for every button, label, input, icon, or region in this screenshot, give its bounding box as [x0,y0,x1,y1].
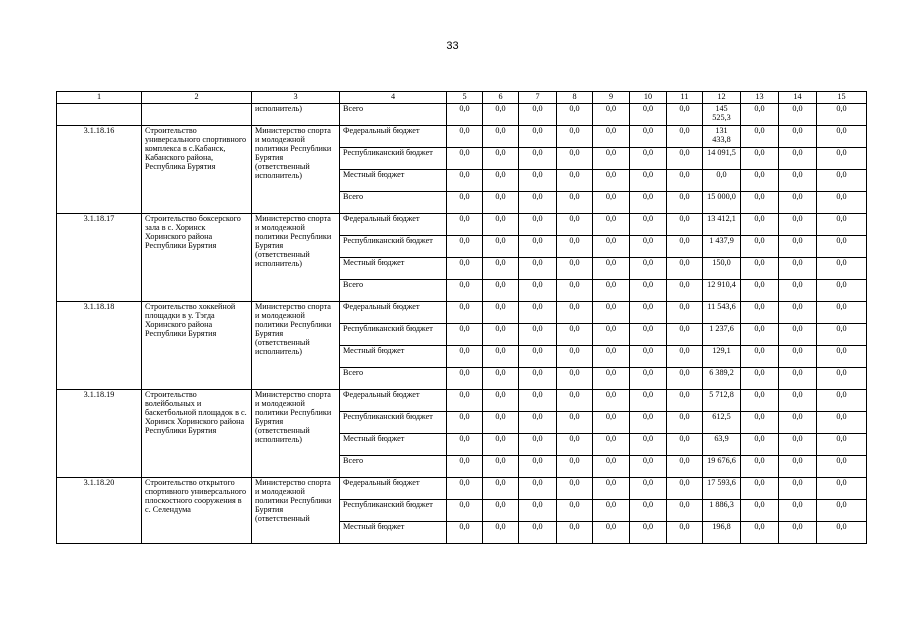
value-cell: 0,0 [817,302,867,324]
value-cell: 0,0 [447,434,483,456]
value-cell: 0,0 [817,390,867,412]
value-cell: 0,0 [519,148,557,170]
object-name: Строительство универсального спортивного комплекса в с.Кабанск, Кабанского района, Республика Бурятия [142,126,252,214]
value-cell: 0,0 [779,368,817,390]
value-cell: 0,0 [593,434,630,456]
value-cell: 0,0 [593,214,630,236]
value-cell: 0,0 [447,148,483,170]
table-row [57,302,867,324]
source-cell: Федеральный бюджет [340,214,447,236]
value-cell: 0,0 [741,258,779,280]
value-cell: 0,0 [630,170,667,192]
value-cell: 0,0 [630,148,667,170]
source-cell: Местный бюджет [340,434,447,456]
value-cell: 0,0 [630,258,667,280]
value-cell: 0,0 [741,390,779,412]
value-cell: 0,0 [519,390,557,412]
value-cell: 5 712,8 [703,390,741,412]
value-cell: 0,0 [447,258,483,280]
value-cell: 0,0 [779,280,817,302]
value-cell: 0,0 [519,214,557,236]
source-cell: Местный бюджет [340,258,447,280]
value-cell: 0,0 [741,104,779,126]
value-cell: 0,0 [557,368,593,390]
value-cell: 0,0 [557,214,593,236]
value-cell: 0,0 [741,412,779,434]
value-cell: 0,0 [519,192,557,214]
value-cell: 0,0 [667,456,703,478]
value-cell: 0,0 [630,280,667,302]
value-cell: 0,0 [593,280,630,302]
table-row [57,390,867,412]
value-cell: 0,0 [630,302,667,324]
value-cell: 0,0 [779,236,817,258]
value-cell: 0,0 [779,324,817,346]
page-number: 33 [446,40,459,52]
row-code: 3.1.18.20 [57,478,142,544]
value-cell: 0,0 [447,126,483,148]
value-cell: 0,0 [593,456,630,478]
value-cell: 0,0 [519,258,557,280]
value-cell: 0,0 [557,500,593,522]
value-cell: 0,0 [667,104,703,126]
value-cell: 0,0 [741,302,779,324]
value-cell: 0,0 [630,368,667,390]
value-cell: 0,0 [447,456,483,478]
value-cell: 0,0 [593,170,630,192]
value-cell: 0,0 [779,148,817,170]
row-code: 3.1.18.19 [57,390,142,478]
column-header: 9 [593,92,630,104]
value-cell: 15 000,0 [703,192,741,214]
value-cell: 0,0 [817,346,867,368]
value-cell: 0,0 [630,522,667,544]
source-cell: Федеральный бюджет [340,302,447,324]
value-cell: 0,0 [483,412,519,434]
value-cell: 0,0 [817,192,867,214]
value-cell: 0,0 [483,302,519,324]
column-header: 4 [340,92,447,104]
value-cell: 0,0 [519,126,557,148]
value-cell: 0,0 [741,478,779,500]
source-cell: Федеральный бюджет [340,390,447,412]
value-cell: 0,0 [779,456,817,478]
value-cell: 0,0 [630,324,667,346]
source-cell: Республиканский бюджет [340,412,447,434]
value-cell: 145 525,3 [703,104,741,126]
value-cell: 0,0 [779,104,817,126]
value-cell: 0,0 [447,236,483,258]
value-cell: 0,0 [557,456,593,478]
row-code: 3.1.18.18 [57,302,142,390]
value-cell: 0,0 [483,434,519,456]
value-cell: 0,0 [593,126,630,148]
value-cell: 0,0 [593,324,630,346]
table-row [57,214,867,236]
value-cell: 0,0 [557,478,593,500]
value-cell: 0,0 [447,500,483,522]
value-cell: 0,0 [519,280,557,302]
value-cell: 0,0 [447,346,483,368]
value-cell: 0,0 [483,324,519,346]
column-header: 15 [817,92,867,104]
value-cell: 0,0 [779,126,817,148]
column-header: 2 [142,92,252,104]
value-cell: 0,0 [817,280,867,302]
value-cell: 0,0 [593,478,630,500]
value-cell: 14 091,5 [703,148,741,170]
value-cell: 0,0 [483,522,519,544]
value-cell: 0,0 [593,148,630,170]
executor-cell: исполнитель) [252,104,340,126]
value-cell: 0,0 [667,412,703,434]
value-cell: 0,0 [519,500,557,522]
value-cell: 0,0 [703,170,741,192]
value-cell: 0,0 [779,214,817,236]
value-cell: 0,0 [667,170,703,192]
value-cell: 0,0 [817,126,867,148]
value-cell: 0,0 [779,390,817,412]
value-cell: 0,0 [667,346,703,368]
value-cell: 0,0 [519,478,557,500]
executor-cell: Министерство спорта и молодежной политики Республики Бурятия (ответственный исполнитель) [252,214,340,302]
value-cell: 0,0 [817,170,867,192]
value-cell: 0,0 [630,104,667,126]
value-cell: 0,0 [483,192,519,214]
table-row [57,478,867,500]
value-cell: 0,0 [519,434,557,456]
value-cell: 0,0 [741,500,779,522]
value-cell: 0,0 [667,368,703,390]
value-cell: 0,0 [483,500,519,522]
column-header: 11 [667,92,703,104]
value-cell: 0,0 [779,500,817,522]
value-cell: 0,0 [817,434,867,456]
value-cell: 0,0 [593,522,630,544]
value-cell: 0,0 [447,522,483,544]
value-cell: 0,0 [519,346,557,368]
value-cell: 1 886,3 [703,500,741,522]
value-cell: 0,0 [447,104,483,126]
value-cell: 129,1 [703,346,741,368]
name-cell [142,104,252,126]
value-cell: 0,0 [447,324,483,346]
value-cell: 0,0 [519,104,557,126]
source-cell: Всего [340,280,447,302]
value-cell: 0,0 [447,390,483,412]
value-cell: 0,0 [779,412,817,434]
value-cell: 0,0 [667,390,703,412]
value-cell: 0,0 [630,214,667,236]
source-cell: Всего [340,104,447,126]
value-cell: 0,0 [667,148,703,170]
value-cell: 0,0 [519,302,557,324]
value-cell: 0,0 [557,192,593,214]
value-cell: 0,0 [667,280,703,302]
value-cell: 0,0 [741,148,779,170]
executor-cell: Министерство спорта и молодежной политики Республики Бурятия (ответственный исполнитель) [252,126,340,214]
value-cell: 0,0 [741,456,779,478]
value-cell: 131 433,8 [703,126,741,148]
value-cell: 0,0 [817,368,867,390]
value-cell: 0,0 [779,170,817,192]
value-cell: 0,0 [593,236,630,258]
value-cell: 0,0 [593,390,630,412]
value-cell: 0,0 [630,126,667,148]
value-cell: 0,0 [483,346,519,368]
value-cell: 0,0 [817,104,867,126]
value-cell: 63,9 [703,434,741,456]
value-cell: 0,0 [741,434,779,456]
value-cell: 0,0 [483,390,519,412]
value-cell: 0,0 [483,478,519,500]
value-cell: 0,0 [779,192,817,214]
value-cell: 0,0 [557,434,593,456]
value-cell: 0,0 [667,478,703,500]
source-cell: Республиканский бюджет [340,148,447,170]
value-cell: 0,0 [741,324,779,346]
value-cell: 0,0 [593,302,630,324]
value-cell: 0,0 [817,522,867,544]
source-cell: Федеральный бюджет [340,126,447,148]
value-cell: 0,0 [519,456,557,478]
column-header: 13 [741,92,779,104]
value-cell: 0,0 [447,192,483,214]
executor-cell: Министерство спорта и молодежной политики Республики Бурятия (ответственный исполнитель) [252,390,340,478]
source-cell: Республиканский бюджет [340,236,447,258]
value-cell: 0,0 [817,478,867,500]
value-cell: 0,0 [447,302,483,324]
header-row [57,92,867,104]
column-header: 7 [519,92,557,104]
value-cell: 150,0 [703,258,741,280]
value-cell: 0,0 [519,170,557,192]
value-cell: 0,0 [593,368,630,390]
value-cell: 0,0 [779,346,817,368]
value-cell: 0,0 [667,258,703,280]
executor-cell: Министерство спорта и молодежной политики Республики Бурятия (ответственный [252,478,340,544]
value-cell: 0,0 [557,258,593,280]
value-cell: 0,0 [667,236,703,258]
value-cell: 0,0 [817,456,867,478]
value-cell: 0,0 [483,456,519,478]
value-cell: 0,0 [519,324,557,346]
value-cell: 0,0 [593,412,630,434]
value-cell: 0,0 [447,368,483,390]
value-cell: 0,0 [630,478,667,500]
value-cell: 612,5 [703,412,741,434]
budget-table [56,91,867,544]
column-header: 8 [557,92,593,104]
source-cell: Республиканский бюджет [340,324,447,346]
value-cell: 0,0 [483,214,519,236]
value-cell: 0,0 [483,104,519,126]
value-cell: 0,0 [630,456,667,478]
table-row [57,104,867,126]
value-cell: 0,0 [779,434,817,456]
value-cell: 196,8 [703,522,741,544]
value-cell: 0,0 [817,500,867,522]
value-cell: 0,0 [483,236,519,258]
value-cell: 0,0 [667,214,703,236]
source-cell: Федеральный бюджет [340,478,447,500]
row-code: 3.1.18.17 [57,214,142,302]
value-cell: 0,0 [779,522,817,544]
value-cell: 0,0 [630,412,667,434]
table-body [57,104,867,544]
value-cell: 12 910,4 [703,280,741,302]
table-row [57,126,867,148]
value-cell: 0,0 [483,280,519,302]
value-cell: 19 676,6 [703,456,741,478]
row-code: 3.1.18.16 [57,126,142,214]
value-cell: 0,0 [817,258,867,280]
source-cell: Всего [340,192,447,214]
value-cell: 0,0 [557,148,593,170]
value-cell: 0,0 [741,280,779,302]
source-cell: Республиканский бюджет [340,500,447,522]
value-cell: 13 412,1 [703,214,741,236]
object-name: Строительство боксерского зала в с. Хоринск Хоринского района Республики Бурятия [142,214,252,302]
column-header: 1 [57,92,142,104]
source-cell: Всего [340,456,447,478]
value-cell: 0,0 [447,170,483,192]
value-cell: 0,0 [630,434,667,456]
value-cell: 0,0 [741,236,779,258]
column-header: 6 [483,92,519,104]
value-cell: 0,0 [483,148,519,170]
value-cell: 17 593,6 [703,478,741,500]
value-cell: 0,0 [557,280,593,302]
value-cell: 0,0 [741,214,779,236]
value-cell: 0,0 [557,302,593,324]
column-header: 5 [447,92,483,104]
value-cell: 0,0 [557,412,593,434]
value-cell: 0,0 [630,192,667,214]
column-header: 12 [703,92,741,104]
object-name: Строительство открытого спортивного универсального плоскостного сооружения в с. Селендума [142,478,252,544]
source-cell: Всего [340,368,447,390]
code-cell [57,104,142,126]
value-cell: 1 237,6 [703,324,741,346]
value-cell: 0,0 [557,126,593,148]
value-cell: 0,0 [557,170,593,192]
value-cell: 0,0 [593,346,630,368]
source-cell: Местный бюджет [340,170,447,192]
value-cell: 0,0 [817,412,867,434]
value-cell: 0,0 [779,258,817,280]
value-cell: 0,0 [741,170,779,192]
value-cell: 0,0 [667,302,703,324]
value-cell: 0,0 [483,368,519,390]
value-cell: 0,0 [817,214,867,236]
source-cell: Местный бюджет [340,522,447,544]
value-cell: 0,0 [741,368,779,390]
value-cell: 0,0 [557,324,593,346]
value-cell: 0,0 [447,214,483,236]
value-cell: 0,0 [630,236,667,258]
value-cell: 0,0 [519,522,557,544]
value-cell: 0,0 [667,434,703,456]
value-cell: 0,0 [630,390,667,412]
value-cell: 6 389,2 [703,368,741,390]
value-cell: 0,0 [557,104,593,126]
value-cell: 0,0 [593,104,630,126]
column-header: 10 [630,92,667,104]
value-cell: 0,0 [667,192,703,214]
value-cell: 0,0 [630,346,667,368]
value-cell: 0,0 [667,522,703,544]
value-cell: 0,0 [483,258,519,280]
object-name: Строительство хоккейной площадки в у. Тэгда Хоринского района Республики Бурятия [142,302,252,390]
source-cell: Местный бюджет [340,346,447,368]
value-cell: 0,0 [667,126,703,148]
value-cell: 11 543,6 [703,302,741,324]
value-cell: 0,0 [557,236,593,258]
value-cell: 0,0 [779,478,817,500]
value-cell: 0,0 [593,500,630,522]
value-cell: 0,0 [817,236,867,258]
value-cell: 0,0 [741,522,779,544]
value-cell: 0,0 [557,390,593,412]
value-cell: 0,0 [667,500,703,522]
value-cell: 0,0 [519,412,557,434]
value-cell: 0,0 [483,170,519,192]
column-header: 14 [779,92,817,104]
object-name: Строительство волейбольных и баскетбольной площадок в с. Хоринск Хоринского района Республики Бурятия [142,390,252,478]
value-cell: 0,0 [593,258,630,280]
value-cell: 0,0 [447,412,483,434]
value-cell: 0,0 [741,346,779,368]
value-cell: 0,0 [483,126,519,148]
executor-cell: Министерство спорта и молодежной политики Республики Бурятия (ответственный исполнитель) [252,302,340,390]
column-header: 3 [252,92,340,104]
value-cell: 0,0 [630,500,667,522]
value-cell: 1 437,9 [703,236,741,258]
value-cell: 0,0 [557,522,593,544]
value-cell: 0,0 [519,236,557,258]
value-cell: 0,0 [741,126,779,148]
value-cell: 0,0 [447,478,483,500]
value-cell: 0,0 [593,192,630,214]
value-cell: 0,0 [741,192,779,214]
value-cell: 0,0 [519,368,557,390]
value-cell: 0,0 [447,280,483,302]
value-cell: 0,0 [779,302,817,324]
value-cell: 0,0 [667,324,703,346]
value-cell: 0,0 [557,346,593,368]
value-cell: 0,0 [817,148,867,170]
value-cell: 0,0 [817,324,867,346]
